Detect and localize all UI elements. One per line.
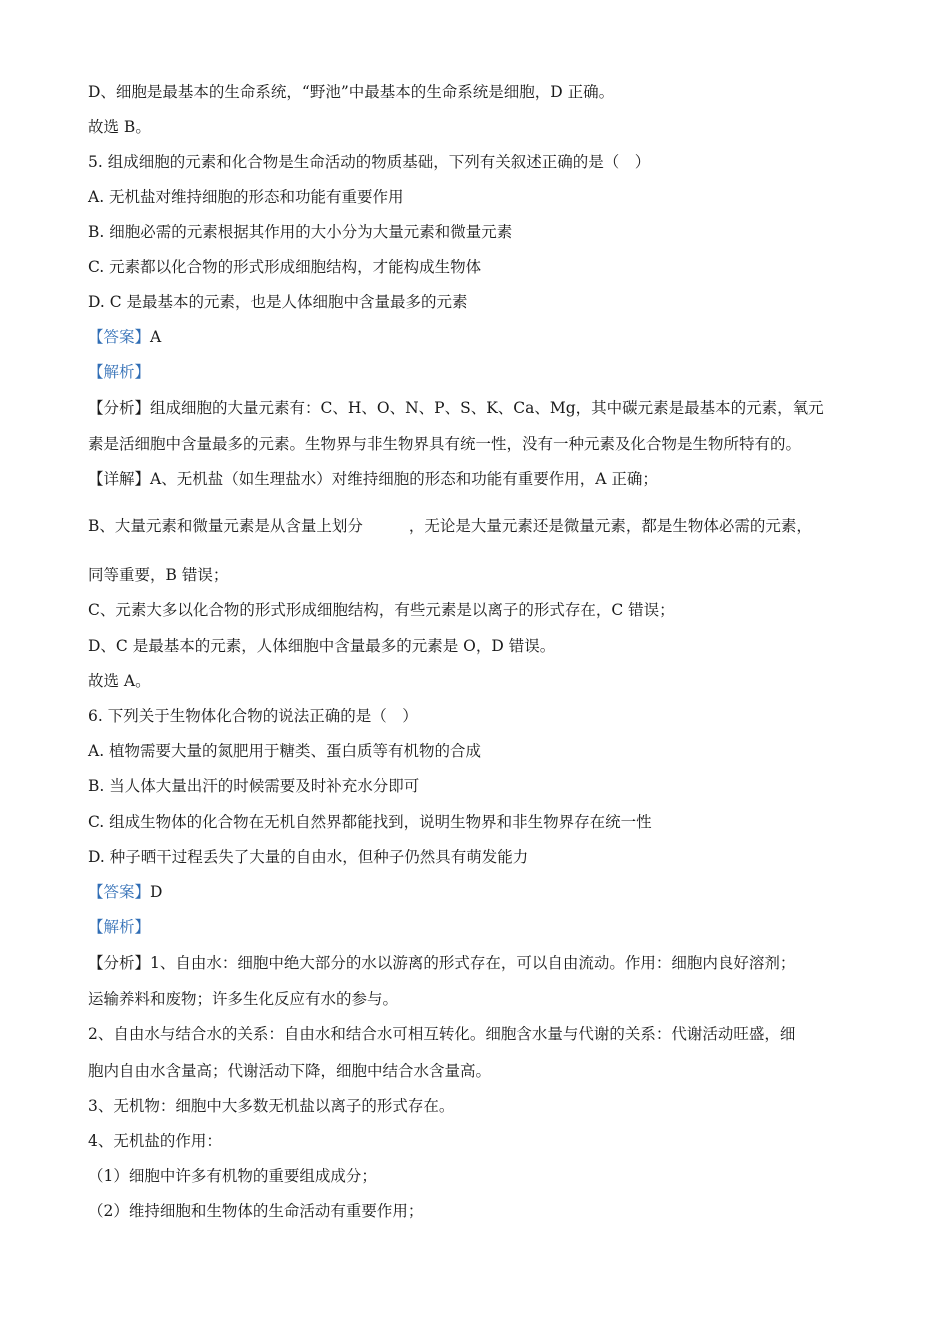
question-6-option-c: C. 组成生物体的化合物在无机自然界都能找到，说明生物界和非生物界存在统一性 [88, 813, 652, 831]
text-line: 3、无机物：细胞中大多数无机盐以离子的形式存在。 [88, 1097, 455, 1115]
text-line: 4、无机盐的作用： [88, 1132, 222, 1150]
question-6-answer [88, 882, 162, 902]
question-6-option-d: D. 种子晒干过程丢失了大量的自由水，但种子仍然具有萌发能力 [88, 848, 529, 866]
fenxi-tag: 【分析】 [88, 399, 151, 417]
text-line: 运输养料和废物；许多生化反应有水的参与。 [88, 990, 399, 1008]
analysis-paragraph [88, 398, 824, 418]
text-line: （2）维持细胞和生物体的生命活动有重要作用； [88, 1202, 424, 1220]
text-line: 2、自由水与结合水的关系：自由水和结合水可相互转化。细胞含水量与代谢的关系：代谢活动旺盛，细 [88, 1025, 796, 1043]
detail-b-line [88, 516, 812, 536]
fenxi-text: 组成细胞的大量元素有：C、H、O、N、P、S、K、Ca、Mg，其中碳元素是最基本的元素，氧元 [150, 399, 824, 417]
question-6-stem: 6. 下列关于生物体化合物的说法正确的是（ ） [88, 707, 418, 725]
text-line: 胞内自由水含量高；代谢活动下降，细胞中结合水含量高。 [88, 1062, 492, 1080]
xiangjie-tag: 【详解】 [88, 470, 151, 488]
detail-text: ，无论是大量元素还是微量元素，都是生物体必需的元素， [408, 517, 812, 535]
answer-value: A [150, 328, 162, 346]
fenxi-tag: 【分析】 [88, 954, 151, 972]
question-5-answer [88, 327, 161, 347]
question-5-option-d: D. C 是最基本的元素，也是人体细胞中含量最多的元素 [88, 293, 468, 311]
text-line: D、C 是最基本的元素，人体细胞中含量最多的元素是 O，D 错误。 [88, 637, 556, 655]
text-line: C、元素大多以化合物的形式形成细胞结构，有些元素是以离子的形式存在，C 错误； [88, 601, 675, 619]
question-5-option-a: A. 无机盐对维持细胞的形态和功能有重要作用 [88, 188, 404, 206]
text-line: 故选 A。 [88, 672, 151, 690]
analysis-tag: 【解析】 [88, 363, 151, 381]
text-line: （1）细胞中许多有机物的重要组成成分； [88, 1167, 377, 1185]
question-5-option-c: C. 元素都以化合物的形式形成细胞结构，才能构成生物体 [88, 258, 482, 276]
answer-value: D [150, 883, 163, 901]
answer-tag: 【答案】 [88, 883, 151, 901]
text-line: 素是活细胞中含量最多的元素。生物界与非生物界具有统一性，没有一种元素及化合物是生物所特有的。 [88, 435, 802, 453]
detail-text: B、大量元素和微量元素是从含量上划分 [88, 517, 363, 535]
detail-paragraph [88, 469, 658, 489]
question-5-option-b: B. 细胞必需的元素根据其作用的大小分为大量元素和微量元素 [88, 223, 513, 241]
fenxi-text: 1、自由水：细胞中绝大部分的水以游离的形式存在，可以自由流动。作用：细胞内良好溶剂； [150, 954, 796, 972]
question-5-stem: 5. 组成细胞的元素和化合物是生命活动的物质基础，下列有关叙述正确的是（ ） [88, 153, 651, 171]
analysis-tag: 【解析】 [88, 918, 151, 936]
answer-tag: 【答案】 [88, 328, 151, 346]
text-line: D、细胞是最基本的生命系统，“野池”中最基本的生命系统是细胞，D 正确。 [88, 83, 615, 101]
question-6-option-b: B. 当人体大量出汗的时候需要及时补充水分即可 [88, 777, 420, 795]
detail-text: A、无机盐（如生理盐水）对维持细胞的形态和功能有重要作用，A 正确； [150, 470, 658, 488]
text-line: 同等重要，B 错误； [88, 566, 229, 584]
analysis-paragraph [88, 953, 795, 973]
question-6-option-a: A. 植物需要大量的氮肥用于糖类、蛋白质等有机物的合成 [88, 742, 482, 760]
text-line: 故选 B。 [88, 118, 151, 136]
